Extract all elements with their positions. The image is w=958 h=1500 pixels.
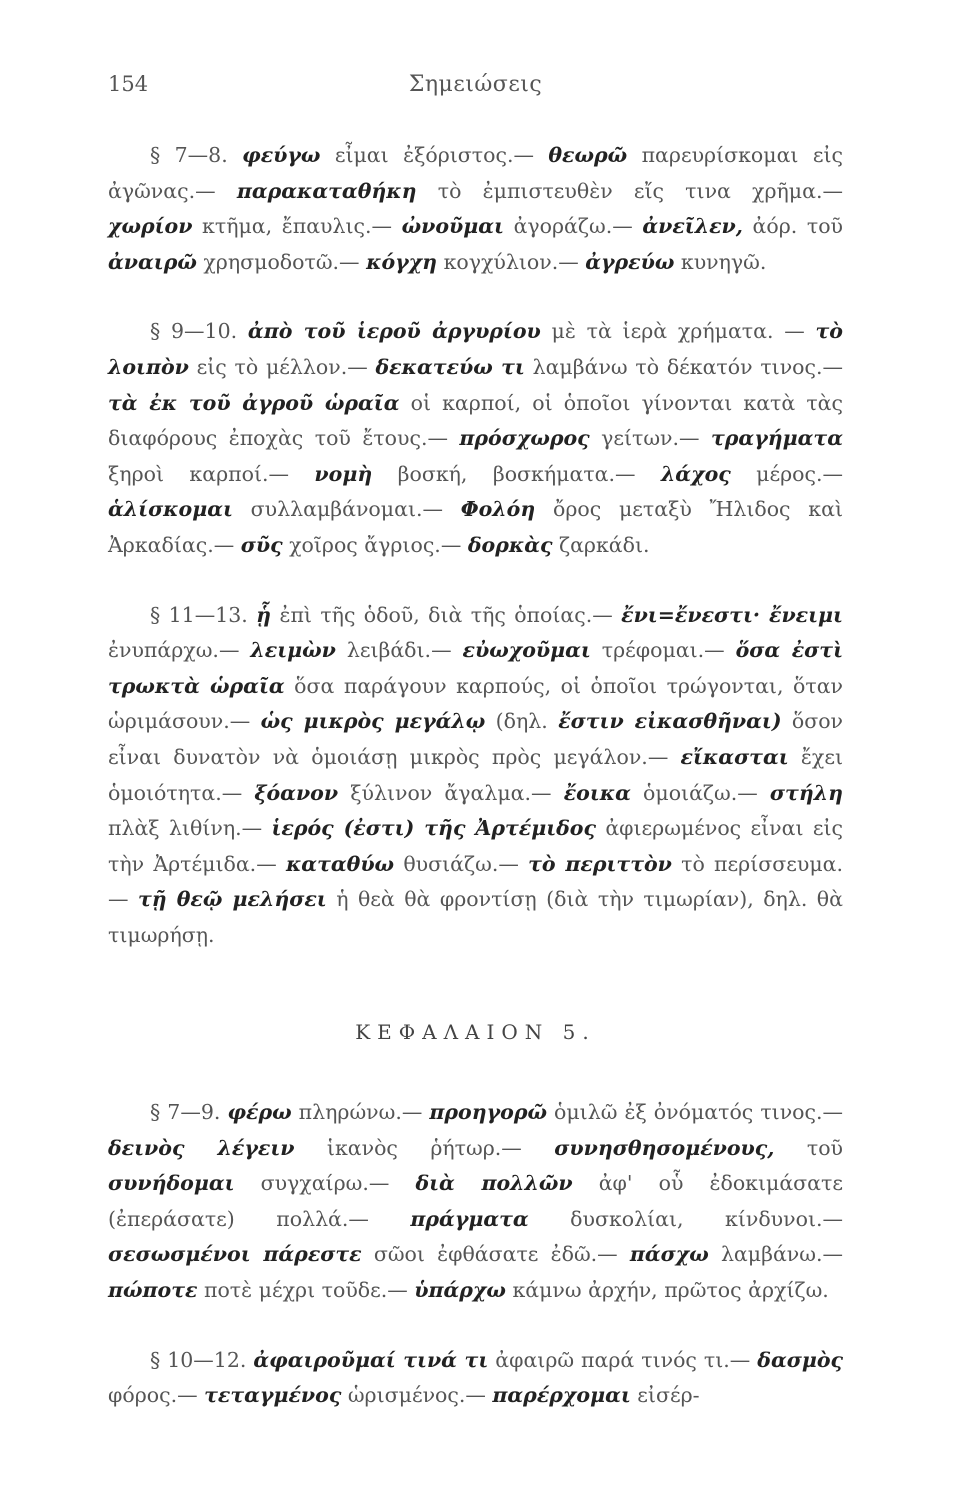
glossed-term: τραγήματα	[711, 426, 843, 451]
glossed-term: παρέρχομαι	[492, 1383, 631, 1408]
gloss-text: χρησμοδοτῶ.—	[196, 249, 367, 274]
gloss-text: λαμβάνω τὸ δέκατόν τινος.—	[524, 354, 844, 379]
notes-body	[108, 138, 843, 1414]
gloss-text: ὄρος μεταξὺ Ἤλιδος καὶ Ἀρκαδίας.—	[108, 497, 843, 557]
gloss-text: μὲ τὰ ἱερὰ χρήματα. —	[540, 319, 816, 344]
gloss-text: κυνηγῶ.	[674, 249, 767, 274]
gloss-text: εἶμαι ἐξόριστος.—	[320, 143, 549, 167]
glossed-term: φεύγω	[242, 143, 321, 167]
gloss-text: ἀγοράζω.—	[503, 214, 643, 239]
notes-section-before	[108, 138, 843, 953]
glossed-term: εὐωχοῦμαι	[462, 638, 591, 663]
glossed-term: ξόανον	[254, 780, 339, 805]
gloss-text: συλλαμβάνομαι.—	[232, 497, 461, 522]
glossed-term: λάχος	[660, 461, 731, 486]
glossed-term: τεταγμένος	[204, 1383, 342, 1408]
glossed-term: ὠνοῦμαι	[401, 214, 504, 239]
glossed-term: τὸ λοιπὸν	[108, 319, 843, 379]
gloss-text: ξύλινον ἄγαλμα.—	[338, 780, 564, 805]
gloss-text: κάμνω ἀρχήν, πρῶτος ἀρχίζω.	[505, 1278, 829, 1303]
gloss-text: ὁμιλῶ ἐξ ὀνόματός τινος.—	[546, 1100, 843, 1125]
glossed-term: θεωρῶ	[548, 143, 628, 167]
notes-section-after	[108, 1095, 843, 1414]
gloss-text: πληρώνω.—	[291, 1100, 430, 1125]
gloss-text: δυσκολίαι, κίνδυνοι.—	[528, 1206, 844, 1231]
glossed-term: κόγχη	[366, 249, 438, 274]
glossed-term: εἴκασται	[680, 744, 789, 769]
gloss-text: ὅσα παράγουν καρπούς, οἱ ὁποῖοι τρώγονται, ὅταν ὡριμάσουν.—	[108, 673, 843, 734]
glossed-term: διὰ πολλῶν	[415, 1171, 573, 1196]
gloss-text: ζαρκάδι.	[552, 532, 650, 557]
glossed-term: ἀναιρῶ	[108, 249, 197, 274]
glossed-term: συνήδομαι	[108, 1171, 235, 1196]
gloss-text: § 9—10.	[150, 319, 248, 344]
note-paragraph-p5	[108, 1343, 843, 1414]
glossed-term: ἀγρεύω	[585, 249, 675, 274]
glossed-term: ὑπάρχω	[414, 1278, 506, 1303]
glossed-term: πώποτε	[108, 1278, 198, 1303]
gloss-text: κογχύλιον.—	[437, 249, 586, 274]
glossed-term: σῦς	[240, 532, 283, 557]
glossed-term: ἔοικα	[563, 780, 631, 805]
gloss-text: ἐπὶ τῆς ὁδοῦ, διὰ τῆς ὁποίας.—	[271, 602, 622, 627]
glossed-term: ὡς μικρὸς μεγάλῳ	[260, 709, 486, 734]
page-number: 154	[108, 72, 149, 96]
gloss-text: πλὰξ λιθίνη.—	[108, 816, 272, 841]
gloss-text: σῶοι ἐφθάσατε ἐδῶ.—	[361, 1242, 630, 1267]
glossed-term: ἱερός (ἐστι) τῆς Ἀρτέμιδος	[271, 816, 596, 841]
gloss-text: ἀφαιρῶ παρά τινός τι.—	[488, 1347, 758, 1372]
gloss-text: εἰσέρ-	[630, 1383, 700, 1408]
glossed-term: στήλη	[769, 780, 844, 805]
glossed-term: δασμὸς	[757, 1347, 843, 1372]
glossed-term: χωρίον	[108, 214, 193, 239]
gloss-text: § 7—9.	[150, 1100, 228, 1125]
gloss-text: ὁμοιάζω.—	[630, 780, 770, 805]
glossed-term: συνησθησομένους,	[554, 1135, 775, 1160]
glossed-term: σεσωσμένοι πάρεστε	[108, 1242, 362, 1267]
gloss-text: ἀόρ. τοῦ	[742, 214, 843, 239]
glossed-term: ᾗ	[256, 602, 272, 627]
gloss-text: εἰς τὸ μέλλον.—	[188, 354, 376, 379]
glossed-term: ἔστιν εἰκασθῆναι)	[558, 709, 782, 734]
glossed-term: ἀπὸ τοῦ ἱεροῦ ἀργυρίου	[247, 319, 541, 344]
glossed-term: λειμὼν	[250, 638, 336, 663]
glossed-term: ἀνεῖλεν,	[642, 214, 743, 239]
gloss-text: τρέφομαι.—	[590, 638, 736, 663]
gloss-text: βοσκή, βοσκήματα.—	[372, 461, 661, 486]
gloss-text: ὡρισμένος.—	[341, 1383, 493, 1408]
gloss-text: ἔχει ὁμοιότητα.—	[108, 744, 843, 805]
gloss-text: ἐνυπάρχω.—	[108, 638, 251, 663]
gloss-text: (δηλ.	[485, 709, 559, 734]
note-paragraph-p4	[108, 1095, 843, 1309]
glossed-term: τὰ ἐκ τοῦ ἀγροῦ ὡραῖα	[108, 390, 400, 415]
glossed-term: τὸ περιττὸν	[528, 851, 672, 876]
glossed-term: φέρω	[227, 1100, 292, 1125]
glossed-term: ἀφαιροῦμαί τινά τι	[253, 1347, 489, 1372]
gloss-text: μέρος.—	[730, 461, 843, 486]
gloss-text: ἡ θεὰ θὰ φροντίσῃ (διὰ τὴν τιμωρίαν), δηλ. θὰ τιμωρήσῃ.	[108, 887, 843, 947]
glossed-term: δεκατεύω τι	[375, 354, 525, 379]
gloss-text: § 7—8.	[150, 143, 243, 167]
glossed-term: δεινὸς λέγειν	[108, 1135, 295, 1160]
gloss-text: § 11—13.	[150, 602, 257, 627]
gloss-text: ποτὲ μέχρι τοῦδε.—	[197, 1278, 415, 1303]
glossed-term: πάσχω	[629, 1242, 709, 1267]
glossed-term: Φολόη	[460, 497, 536, 522]
gloss-text: συγχαίρω.—	[234, 1171, 416, 1196]
gloss-text: κτῆμα, ἔπαυλις.—	[192, 214, 402, 239]
glossed-term: δορκὰς	[467, 532, 553, 557]
note-paragraph-p1	[108, 138, 843, 280]
glossed-term: πρόσχωρος	[459, 426, 590, 451]
glossed-term: ἔνι=ἔνεστι· ἔνειμι	[621, 602, 843, 627]
glossed-term: ὅσα ἐστὶ τρωκτὰ ὡραῖα	[108, 638, 844, 698]
glossed-term: τῇ θεῷ μελήσει	[137, 887, 327, 912]
gloss-text: χοῖρος ἄγριος.—	[282, 532, 468, 557]
glossed-term: καταθύω	[285, 851, 395, 876]
gloss-text: λειβάδι.—	[335, 638, 463, 663]
page-header	[108, 72, 843, 112]
gloss-text: ἀφ' οὗ ἐδοκιμάσατε (ἐπεράσατε) πολλά.—	[108, 1171, 843, 1231]
gloss-text: θυσιάζω.—	[394, 851, 529, 876]
gloss-text: ὅσον εἶναι δυνατὸν νὰ ὁμοιάσῃ μικρὸς πρὸς μεγάλον.—	[108, 709, 844, 769]
gloss-text: φόρος.—	[108, 1383, 205, 1408]
gloss-text: οἱ καρποί, οἱ ὁποῖοι γίνονται κατὰ τὰς διαφόρους ἐποχὰς τοῦ ἔτους.—	[108, 390, 843, 451]
note-paragraph-p2	[108, 314, 843, 563]
glossed-term: πράγματα	[410, 1206, 529, 1231]
gloss-text: ἱκανὸς ῥήτωρ.—	[294, 1135, 555, 1160]
glossed-term: παρακαταθήκη	[236, 178, 417, 203]
gloss-text: παρευρίσκομαι εἰς ἀγῶνας.—	[108, 143, 843, 203]
glossed-term: ἁλίσκομαι	[108, 497, 233, 522]
chapter-heading: ΚΕΦΑΛΑΙΟΝ 5.	[355, 1020, 596, 1045]
glossed-term: προηγορῶ	[429, 1100, 547, 1125]
gloss-text: τοῦ	[774, 1135, 843, 1160]
gloss-text: § 10—12.	[150, 1347, 254, 1372]
running-title: Σημειώσεις	[408, 72, 543, 97]
note-paragraph-p3	[108, 598, 843, 954]
gloss-text: γείτων.—	[589, 426, 711, 451]
gloss-text: τὸ περίσσευμα.—	[108, 851, 843, 912]
gloss-text: ξηροὶ καρποί.—	[108, 461, 315, 486]
gloss-text: λαμβάνω.—	[708, 1242, 843, 1267]
gloss-text: ἀφιερωμένος εἶναι εἰς τὴν Ἀρτέμιδα.—	[108, 816, 844, 876]
glossed-term: νομὴ	[314, 461, 373, 486]
gloss-text: τὸ ἐμπιστευθὲν εἴς τινα χρῆμα.—	[416, 178, 843, 203]
